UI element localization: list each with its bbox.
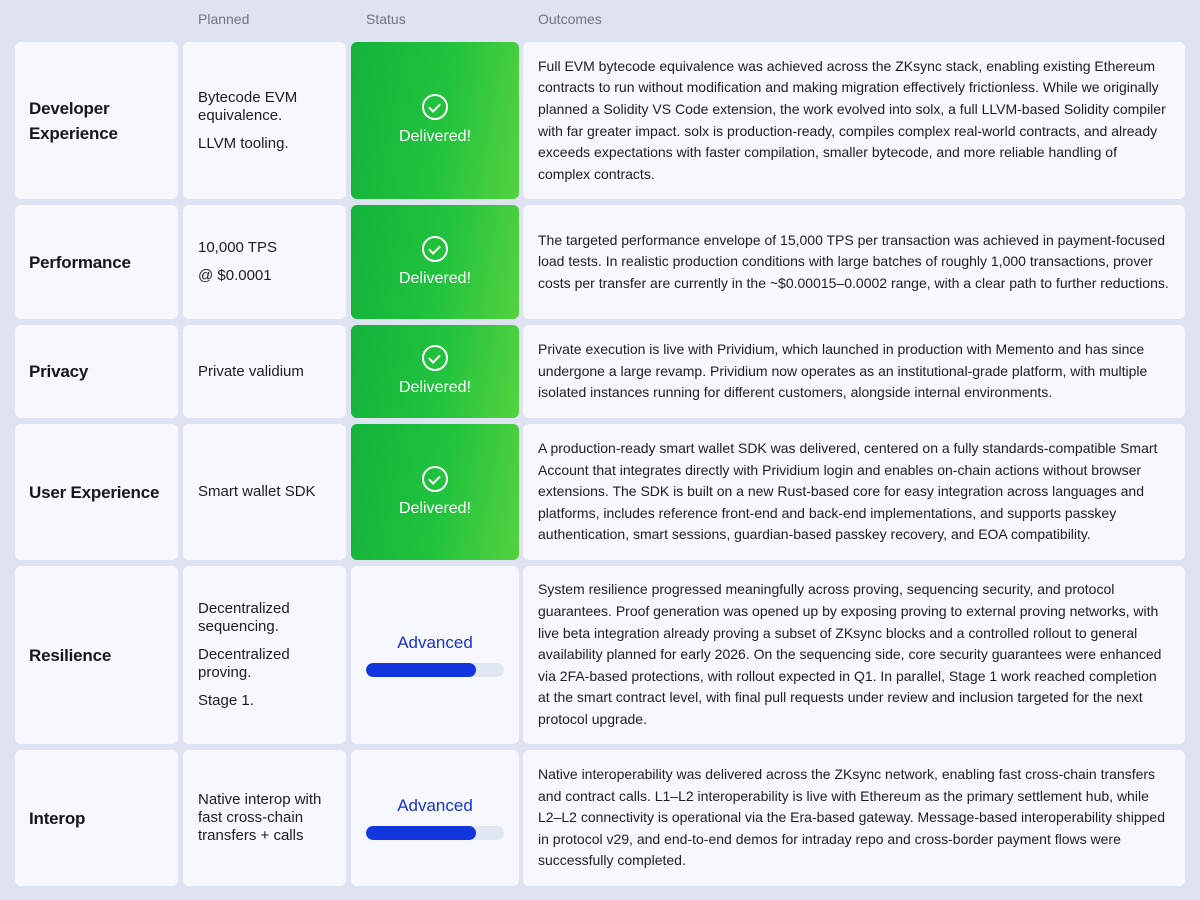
status-badge: [351, 42, 519, 199]
status-label: Delivered!: [398, 269, 472, 287]
planned-cell: [183, 42, 346, 199]
category-label: Resilience: [29, 645, 112, 665]
outcome-text: A production-ready smart wallet SDK was delivered, centered on a fully standards-compatible Smart Account that integrates directly with Prividium login and enables on-chain actions without browser extensions. The SDK is built on a new Rust-based core for easy integration across languages and platforms, includes reference front-end and back-end implementations, and supports passkey authentication, smart sessions, guardian-based passkey recovery, and EOA compatibility.: [538, 440, 1158, 543]
table-row: [0, 325, 1200, 418]
status-label: Delivered!: [398, 379, 472, 396]
category-cell: [15, 566, 178, 744]
planned-cell: [183, 750, 346, 886]
status-label: Advanced: [397, 633, 473, 652]
status-label: Delivered!: [398, 128, 472, 145]
outcome-cell: [523, 325, 1185, 418]
status-badge: [351, 750, 519, 886]
planned-item: Stage 1.: [198, 692, 254, 709]
outcome-cell: [523, 205, 1185, 319]
planned-item: Smart wallet SDK: [198, 483, 316, 500]
outcome-text: System resilience progressed meaningfully across proving, sequencing security, and protocol guarantees. Proof generation was opened up by exposing proving to external proving networks, with live beta integration already proving a subset of ZKsync blocks and a controlled rollout to general availability planned for early 2026. On the sequencing side, core security guarantees were enhanced via 2FA-based protections, with rollout expected in Q1. In parallel, Stage 1 work reached completion at the smart contract level, with final pull requests under review and inclusion targeted for the next protocol upgrade.: [538, 581, 1162, 727]
outcome-cell: [523, 750, 1185, 886]
category-cell: [15, 750, 178, 886]
outcome-text: Private execution is live with Prividium, which launched in production with Memento and has since undergone a large revamp. Prividium now operates as an institutional-grade platform, with multiple isolated instances running for different customers, alongside internal environments.: [538, 341, 1148, 401]
category-label: Developer Experience: [29, 98, 118, 143]
status-badge: [351, 424, 519, 560]
progress-bar: [366, 826, 504, 840]
progress-fill: [366, 826, 476, 840]
planned-cell: [183, 325, 346, 418]
status-badge: [351, 325, 519, 418]
category-label: Privacy: [29, 362, 89, 381]
outcome-text: Full EVM bytecode equivalence was achieved across the ZKsync stack, enabling existing Ethereum contracts to run without modification and making migration effectively frictionless. While we originally planned a Solidity VS Code extension, the work evolved into solx, a full LLVM-based Solidity compiler with far greater impact. solx is production-ready, compiles complex real-world contracts, and already exceeds expectations with faster compilation, smaller bytecode, and more reliable handling of complex contracts.: [538, 57, 1166, 182]
check-circle-icon: [422, 94, 448, 120]
status-badge: [351, 205, 519, 319]
table-row: [0, 566, 1200, 744]
planned-item: Private validium: [198, 362, 304, 380]
planned-item: LLVM tooling.: [198, 134, 289, 152]
planned-item: Decentralized proving.: [198, 646, 290, 681]
planned-item: Native interop with fast cross-chain transfers + calls: [198, 791, 322, 844]
planned-item: 10,000 TPS: [198, 239, 277, 256]
outcome-text: The targeted performance envelope of 15,000 TPS per transaction was achieved in payment-focused load tests. In realistic production conditions with large batches of roughly 1,000 transactions, prover costs per transfer are currently in the ~$0.00015–0.0002 range, with a clear path to further reductions.: [538, 231, 1169, 291]
check-circle-icon: [422, 466, 448, 492]
header-status: Status: [366, 11, 406, 27]
planned-cell: [183, 424, 346, 560]
outcome-text: Native interoperability was delivered across the ZKsync network, enabling fast cross-chain transfers and contract calls. L1–L2 interoperability is live with Ethereum as the primary settlement hub, while L2–L2 connectivity is operational via the Era-based gateway. Message-based interoperability shipped in protocol v29, and end-to-end demos for intraday repo and cross-border payment flows were successfully completed.: [538, 766, 1166, 869]
category-cell: [15, 205, 178, 319]
table-row: [0, 750, 1200, 886]
category-label: Interop: [29, 808, 86, 828]
planned-item: Bytecode EVM equivalence.: [198, 88, 298, 124]
category-cell: [15, 424, 178, 560]
planned-item: Decentralized sequencing.: [198, 600, 290, 635]
outcome-cell: [523, 424, 1185, 560]
header-outcomes: Outcomes: [538, 11, 602, 27]
category-label: User Experience: [29, 482, 160, 502]
progress-fill: [366, 663, 476, 677]
progress-bar: [366, 663, 504, 677]
table-row: [0, 42, 1200, 199]
category-cell: [15, 325, 178, 418]
category-label: Performance: [29, 252, 131, 272]
check-circle-icon: [422, 345, 448, 371]
table-row: [0, 424, 1200, 560]
status-badge: [351, 566, 519, 744]
check-circle-icon: [422, 236, 448, 262]
outcome-cell: [523, 566, 1185, 744]
header-planned: Planned: [198, 11, 250, 27]
outcome-cell: [523, 42, 1185, 199]
planned-item: @ $0.0001: [198, 267, 272, 284]
status-label: Advanced: [397, 796, 473, 815]
status-label: Delivered!: [398, 499, 472, 517]
planned-cell: [183, 566, 346, 744]
table-row: [0, 205, 1200, 319]
planned-cell: [183, 205, 346, 319]
category-cell: [15, 42, 178, 199]
